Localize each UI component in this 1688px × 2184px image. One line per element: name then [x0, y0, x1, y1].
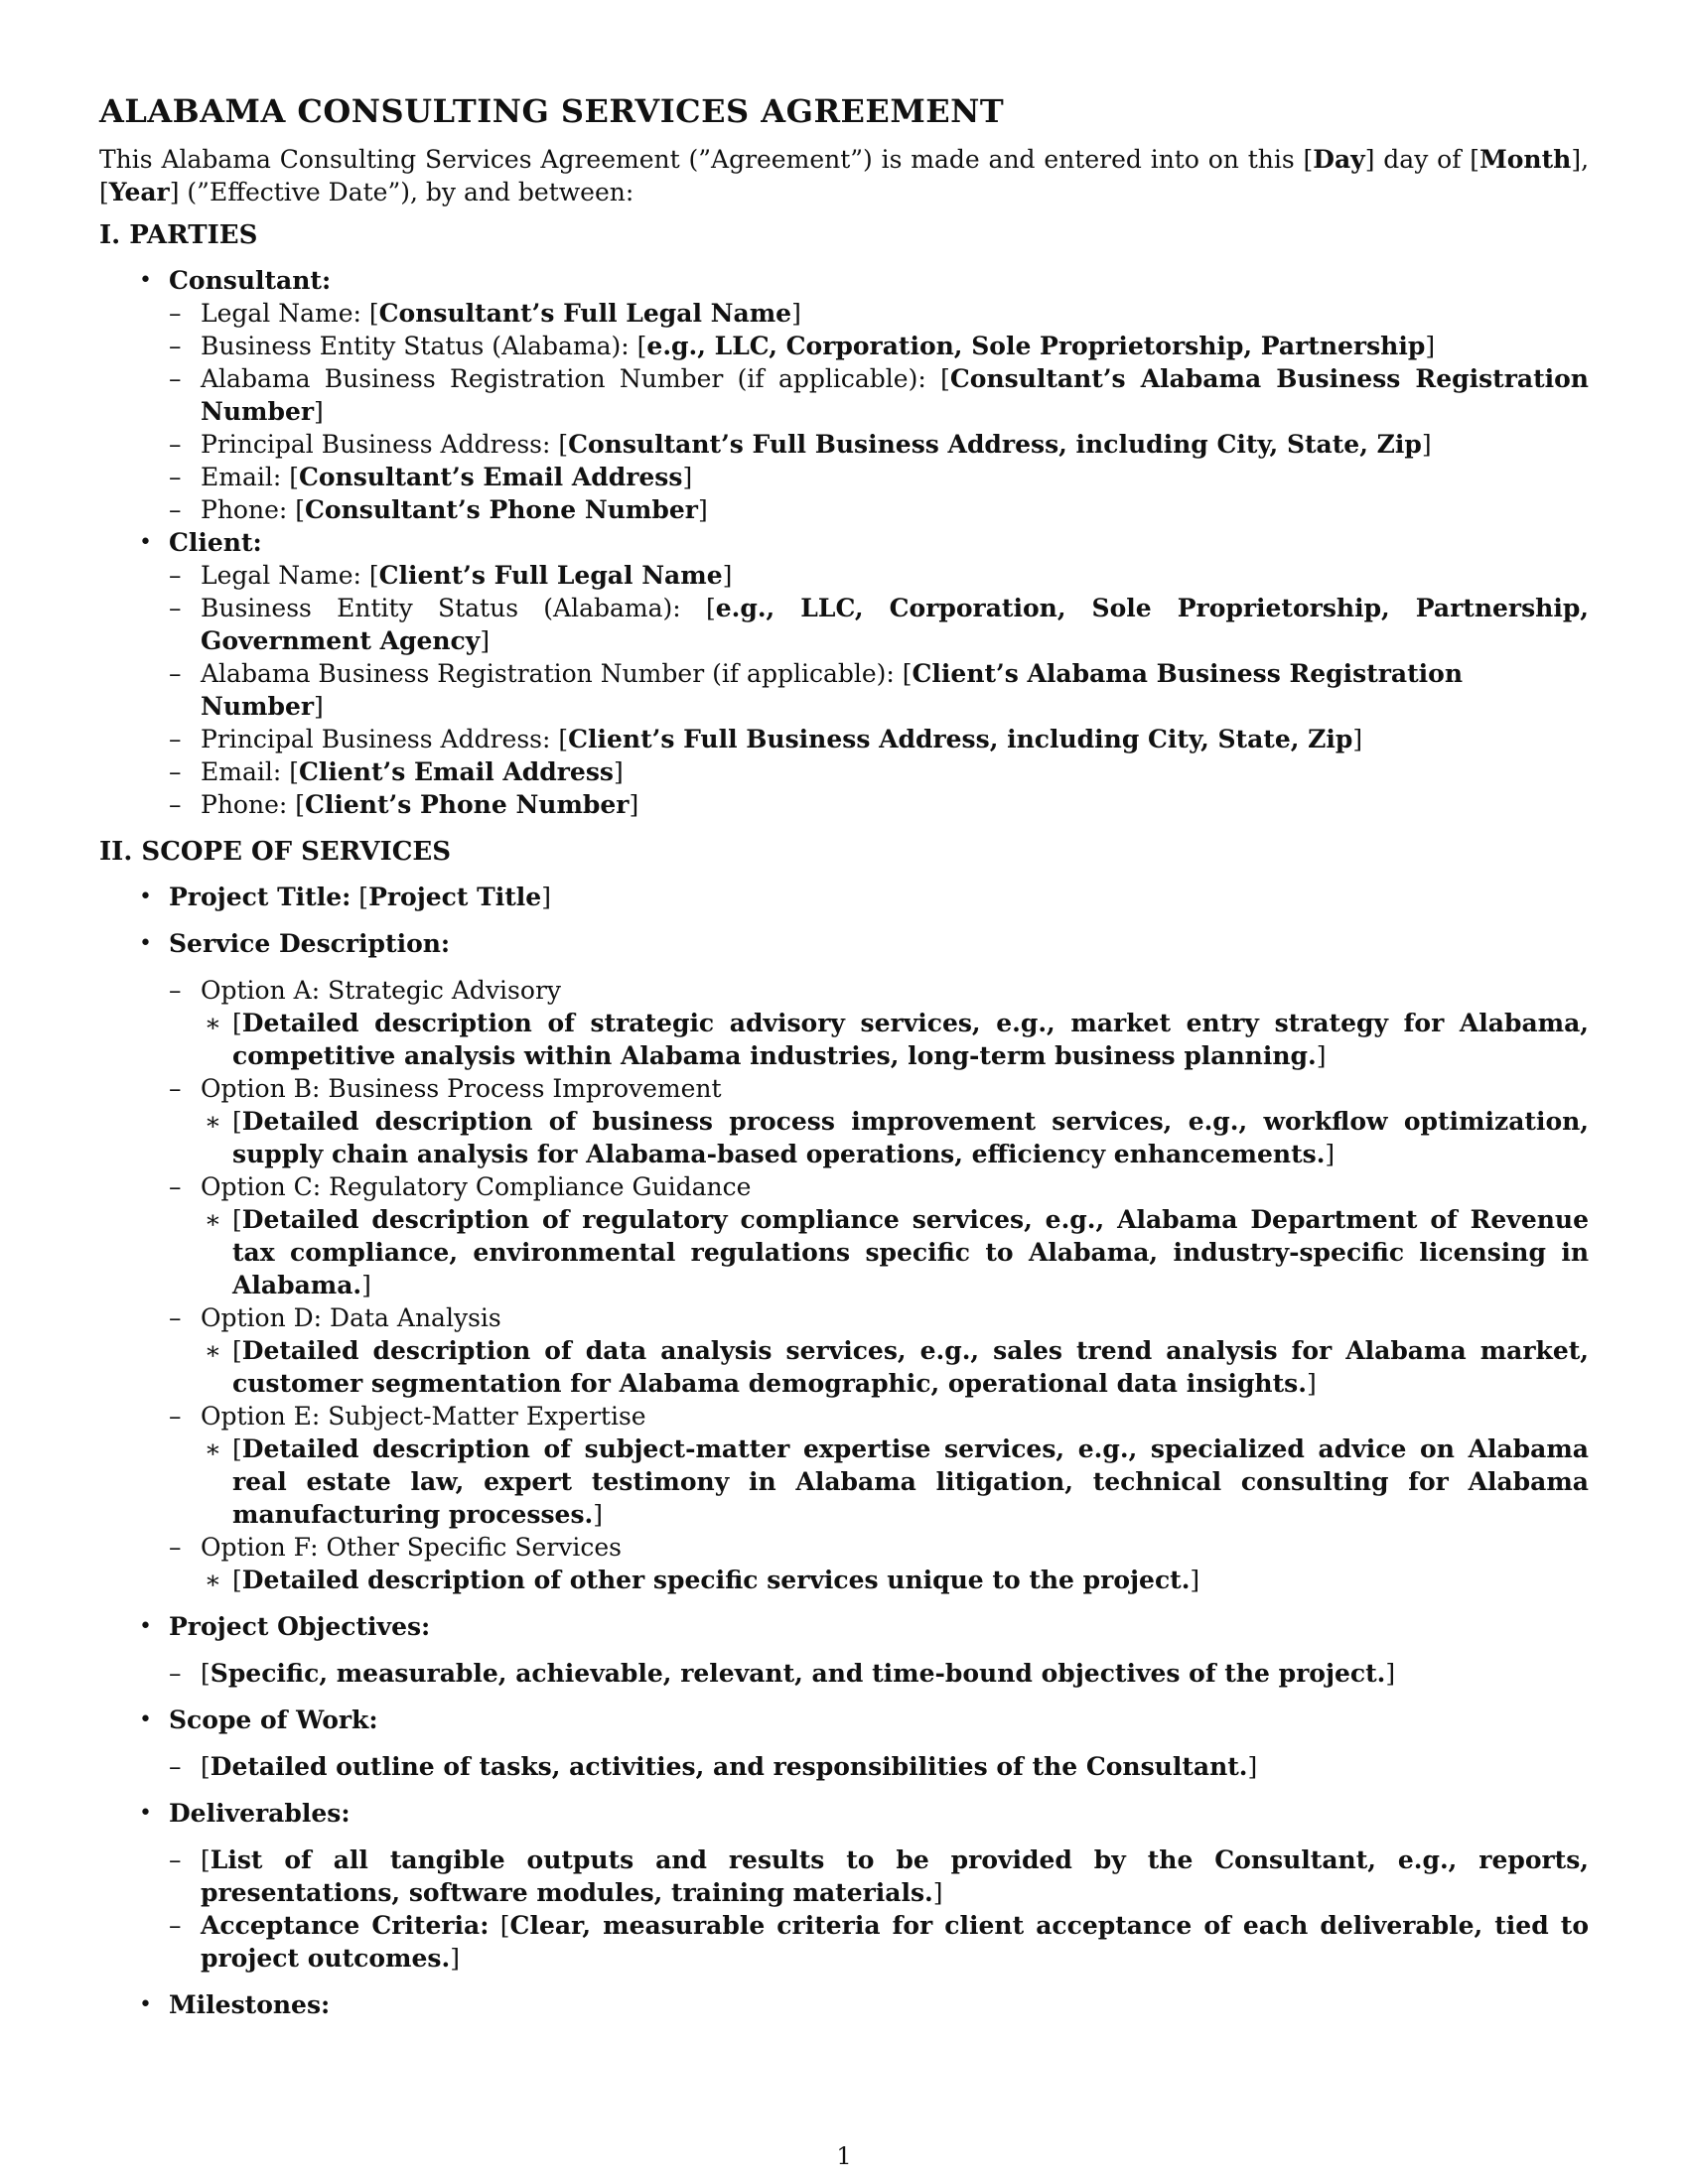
list-item: – [Specific, measurable, achievable, relevant, and time-bound objectives of the project.] — [169, 1657, 1589, 1690]
service-description-label: Service Description: — [169, 929, 451, 958]
placeholder-value: Project Title — [368, 883, 542, 911]
option-detail: ∗ [Detailed description of data analysis services, e.g., sales trend analysis for Alabama market, customer segmentation for Alabama demographic, operational data insights.] — [201, 1334, 1589, 1400]
intro-text: ] (”Effective Date”), by and between: — [169, 178, 634, 206]
consultant-details — [169, 297, 1589, 526]
list-item: – [List of all tangible outputs and results to be provided by the Consultant, e.g., reports, presentations, software modules, training materials.] — [169, 1843, 1589, 1909]
option-item: – Option E: Subject-Matter Expertise ∗ [Detailed description of subject-matter expertise services, e.g., specialized advice on Alabama real estate law, expert testimony in Alabama litigation, technical consulting for Alabama manufacturing processes.] — [169, 1400, 1589, 1531]
intro-text: ], [ — [99, 145, 1590, 206]
placeholder-value: Consultant’s Phone Number — [305, 495, 698, 524]
client-details — [169, 559, 1589, 821]
section-heading-parties: I. PARTIES — [99, 220, 258, 250]
deliverables-label: Deliverables: — [169, 1799, 351, 1828]
service-description-item — [99, 927, 1589, 1596]
objectives-label: Project Objectives: — [169, 1612, 431, 1641]
client-item — [99, 526, 1589, 821]
consultant-label: Consultant: — [169, 266, 332, 295]
placeholder-value: e.g., LLC, Corporation, Sole Proprietorship, Partnership, Government Agency — [201, 594, 1590, 655]
placeholder-value: Client’s Email Address — [298, 757, 614, 786]
option-item: – Option D: Data Analysis ∗ [Detailed description of data analysis services, e.g., sales trend analysis for Alabama market, customer segmentation for Alabama demographic, operational data insights.] — [169, 1301, 1589, 1400]
list-item: – Business Entity Status (Alabama): [e.g., LLC, Corporation, Sole Proprietorship, Partnership] — [169, 330, 1589, 362]
list-item: – Email: [Client’s Email Address] — [169, 755, 1589, 788]
scope-of-work-label: Scope of Work: — [169, 1706, 378, 1734]
option-detail: ∗ [Detailed description of regulatory compliance services, e.g., Alabama Department of Revenue tax compliance, environmental regulations specific to Alabama, industry-specific licensing in Alabama.] — [201, 1203, 1589, 1301]
placeholder-value: Consultant’s Alabama Business Registration Number — [201, 364, 1589, 426]
milestones-item — [99, 1988, 1589, 2021]
intro-paragraph — [99, 143, 1589, 208]
list-item: – Phone: [Consultant’s Phone Number] — [169, 493, 1589, 526]
project-objectives-item — [99, 1610, 1589, 1690]
list-item: – [Detailed outline of tasks, activities, and responsibilities of the Consultant.] — [169, 1750, 1589, 1783]
client-label: Client: — [169, 528, 262, 557]
list-item: – Acceptance Criteria: [Clear, measurable criteria for client acceptance of each deliverable, tied to project outcomes.] — [169, 1909, 1589, 1975]
placeholder-value: Client’s Alabama Business Registration Number — [201, 659, 1464, 721]
document-page — [99, 91, 1589, 2021]
milestones-label: Milestones: — [169, 1990, 331, 2019]
intro-text: This Alabama Consulting Services Agreement (”Agreement”) is made and entered into on this [ — [99, 145, 1314, 174]
option-detail: ∗ [Detailed description of business process improvement services, e.g., workflow optimization, supply chain analysis for Alabama-based operations, efficiency enhancements.] — [201, 1105, 1589, 1170]
option-detail: ∗ [Detailed description of subject-matter expertise services, e.g., specialized advice on Alabama real estate law, expert testimony in Alabama litigation, technical consulting for Alabama manufacturing processes.] — [201, 1433, 1589, 1531]
placeholder-value: Client’s Phone Number — [305, 790, 630, 819]
placeholder-value: Consultant’s Email Address — [298, 463, 683, 491]
list-item: – Alabama Business Registration Number (if applicable): [Consultant’s Alabama Business Registration Number] — [169, 362, 1589, 428]
placeholder-value: Consultant’s Full Legal Name — [378, 299, 792, 328]
list-item: – Legal Name: [Client’s Full Legal Name] — [169, 559, 1589, 592]
list-item: – Business Entity Status (Alabama): [e.g., LLC, Corporation, Sole Proprietorship, Partnership, Government Agency] — [169, 592, 1589, 657]
list-item: – Legal Name: [Consultant’s Full Legal Name] — [169, 297, 1589, 330]
consultant-item — [99, 264, 1589, 526]
service-options — [169, 974, 1589, 1596]
section-heading-scope: II. SCOPE OF SERVICES — [99, 837, 452, 867]
list-item: – Email: [Consultant’s Email Address] — [169, 461, 1589, 493]
list-item: – Alabama Business Registration Number (if applicable): [Client’s Alabama Business Registration Number] — [169, 657, 1589, 723]
option-item: – Option B: Business Process Improvement ∗ [Detailed description of business process improvement services, e.g., workflow optimization, supply chain analysis for Alabama-based operations, efficiency enhancements.] — [169, 1072, 1589, 1170]
option-item: – Option F: Other Specific Services ∗ [Detailed description of other specific services unique to the project.] — [169, 1531, 1589, 1596]
placeholder-year: Year — [108, 178, 170, 206]
placeholder-day: Day — [1313, 145, 1365, 174]
list-item: – Principal Business Address: [Consultant’s Full Business Address, including City, State, Zip] — [169, 428, 1589, 461]
placeholder-value: Client’s Full Legal Name — [378, 561, 723, 590]
placeholder-month: Month — [1479, 145, 1572, 174]
placeholder-value: Client’s Full Business Address, including City, State, Zip — [568, 725, 1353, 753]
list-item: – Phone: [Client’s Phone Number] — [169, 788, 1589, 821]
option-detail: ∗ [Detailed description of other specific services unique to the project.] — [201, 1564, 1589, 1596]
document-title: ALABAMA CONSULTING SERVICES AGREEMENT — [99, 92, 1005, 130]
intro-text: ] day of [ — [1364, 145, 1480, 174]
parties-list — [99, 264, 1589, 821]
placeholder-value: e.g., LLC, Corporation, Sole Proprietorship, Partnership — [646, 332, 1426, 360]
scope-list — [99, 881, 1589, 2021]
scope-of-work-item — [99, 1704, 1589, 1783]
page-number: 1 — [836, 2142, 852, 2170]
option-item: – Option A: Strategic Advisory ∗ [Detailed description of strategic advisory services, e.g., market entry strategy for Alabama, competitive analysis within Alabama industries, long-term business planning.] — [169, 974, 1589, 1072]
list-item: – Principal Business Address: [Client’s Full Business Address, including City, State, Zip] — [169, 723, 1589, 755]
option-item: – Option C: Regulatory Compliance Guidance ∗ [Detailed description of regulatory compliance services, e.g., Alabama Department of Revenue tax compliance, environmental regulations specific to Alabama, industry-specific licensing in Alabama.] — [169, 1170, 1589, 1301]
deliverables-item — [99, 1797, 1589, 1975]
project-title-label: Project Title: — [169, 883, 352, 911]
option-detail: ∗ [Detailed description of strategic advisory services, e.g., market entry strategy for Alabama, competitive analysis within Alabama industries, long-term business planning.] — [201, 1007, 1589, 1072]
project-title-item: • Project Title: [Project Title] — [99, 881, 1589, 913]
placeholder-value: Consultant’s Full Business Address, including City, State, Zip — [568, 430, 1422, 459]
